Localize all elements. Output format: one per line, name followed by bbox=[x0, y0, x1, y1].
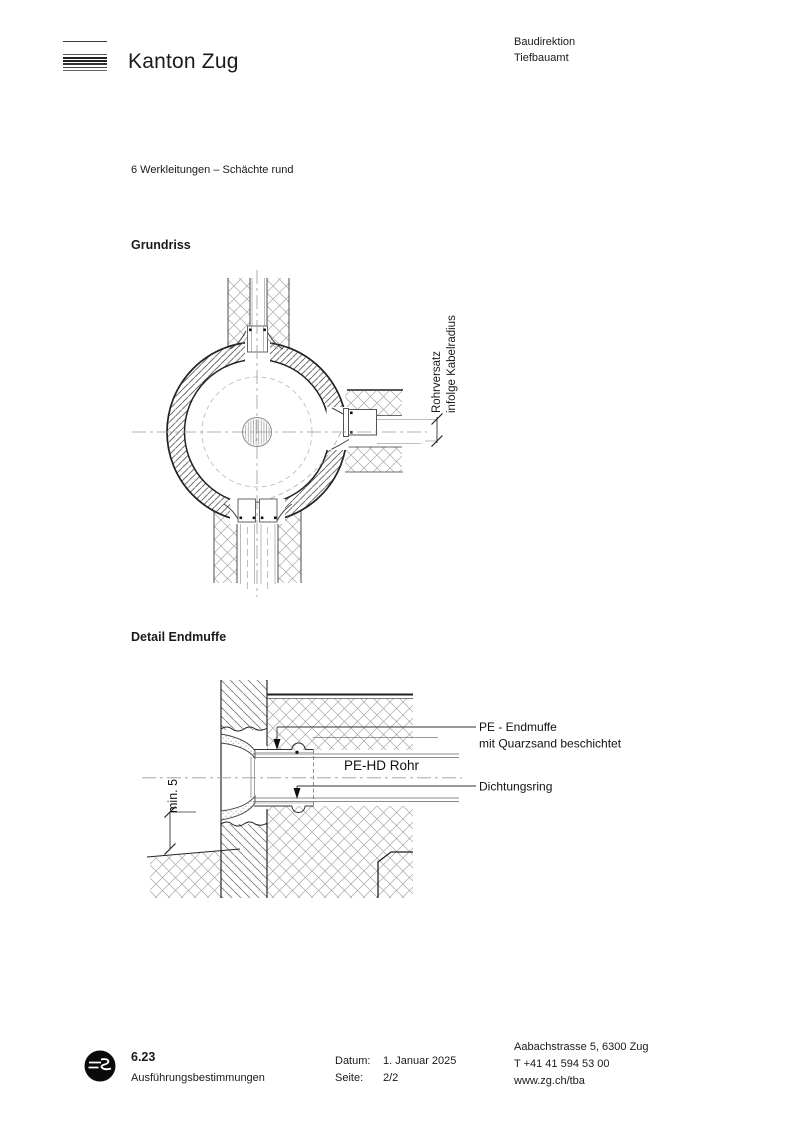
detail-label-dichtungsring: Dichtungsring bbox=[479, 779, 553, 794]
detail-shaft-wall bbox=[221, 680, 267, 898]
detail-label-pipe: PE-HD Rohr bbox=[344, 758, 420, 773]
footer-page-value: 2/2 bbox=[383, 1072, 399, 1084]
footer-doc-type: Ausführungsbestimmungen bbox=[131, 1072, 265, 1084]
detail-backfill bbox=[150, 695, 438, 899]
header-dept: Baudirektion bbox=[514, 36, 576, 48]
detail-dim-min5-text: min. 5 bbox=[166, 778, 180, 813]
detail-label-endmuffe-line2: mit Quarzsand beschichtet bbox=[479, 736, 622, 751]
detail-label-endmuffe-line1: PE - Endmuffe bbox=[479, 720, 557, 734]
footer-date-label: Datum: bbox=[335, 1055, 371, 1067]
tba-footer-logo bbox=[82, 1048, 118, 1084]
detail-drawing-endmuffe bbox=[138, 672, 640, 902]
footer-doc-code: 6.23 bbox=[131, 1050, 156, 1064]
footer-phone: T +41 41 594 53 00 bbox=[514, 1058, 610, 1070]
footer-address: Aabachstrasse 5, 6300 Zug bbox=[514, 1041, 649, 1053]
section-heading-grundriss: Grundriss bbox=[131, 238, 191, 252]
detail-bell-flares bbox=[221, 734, 255, 820]
section-heading-detail: Detail Endmuffe bbox=[131, 630, 227, 644]
plan-note-line1: Rohrversatz bbox=[431, 351, 443, 413]
plan-offset-dimension bbox=[425, 414, 443, 447]
footer-page-label: Seite: bbox=[335, 1072, 364, 1084]
footer-website: www.zg.ch/tba bbox=[514, 1075, 585, 1087]
kanton-zug-logo bbox=[63, 41, 107, 71]
document-title: 6 Werkleitungen – Schächte rund bbox=[131, 164, 294, 176]
canton-title: Kanton Zug bbox=[128, 50, 239, 73]
header-office: Tiefbauamt bbox=[514, 52, 569, 64]
plan-note-line2: infolge Kabelradius bbox=[446, 315, 458, 413]
plan-drawing-grundriss bbox=[125, 265, 470, 600]
footer-date-value: 1. Januar 2025 bbox=[383, 1055, 457, 1067]
